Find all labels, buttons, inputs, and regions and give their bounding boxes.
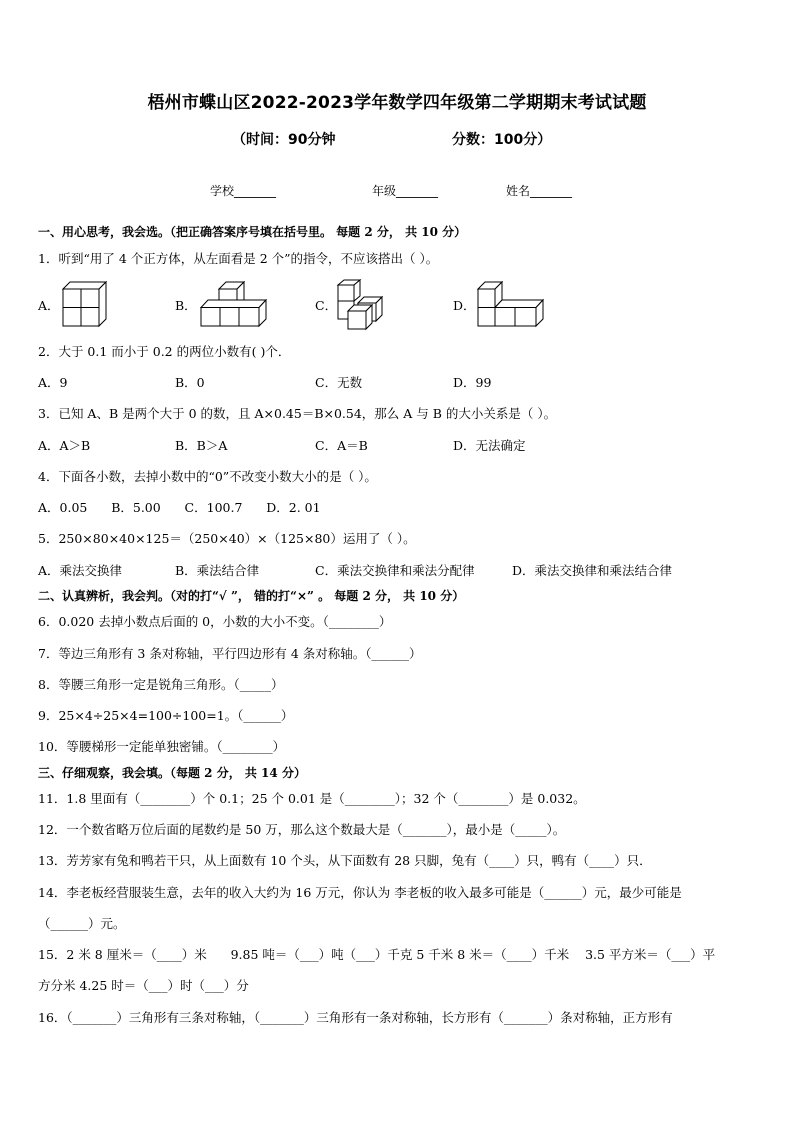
q15-line1: 15．2 米 8 厘米＝（____）米 9.85 吨＝（___）吨（___）千克 5 千米 8 米＝（____）千米 3.5 平方米＝（___）平 [38, 947, 716, 962]
q4-stem: 4．下面各小数，去掉小数中的“0”不改变小数大小的是（ ）。 [38, 469, 377, 484]
q1-option-d-label: D． [453, 298, 476, 313]
q5-option-d: D．乘法交换律和乘法结合律 [512, 563, 673, 578]
q2-stem: 2．大于 0.1 而小于 0.2 的两位小数有( )个． [38, 344, 291, 359]
q3-stem: 3．已知 A、B 是两个大于 0 的数，且 A×0.45＝B×0.54，那么 A 与 B 的大小关系是（ ）。 [38, 406, 557, 421]
score-info: 分数：100分） [452, 132, 552, 148]
q5-option-c: C．乘法交换律和乘法分配律 [315, 563, 475, 578]
q3-option-c: C．A＝B [315, 438, 368, 453]
q1-option-c-label: C． [315, 298, 338, 313]
q5-option-a: A．乘法交换律 [38, 563, 123, 578]
q8: 8．等腰三角形一定是锐角三角形。（_____） [38, 677, 284, 692]
q1-option-b-label: B． [175, 298, 197, 313]
q1-option-a-label: A． [38, 298, 60, 313]
q2-option-a: A．9 [38, 375, 68, 390]
q1-figure-b [198, 281, 270, 329]
name-field: 姓名_______ [506, 184, 573, 198]
q9: 9．25×4÷25×4=100÷100=1。（______） [38, 708, 294, 723]
q2-option-b: B．0 [175, 375, 205, 390]
q16: 16．（_______）三角形有三条对称轴，（_______）三角形有一条对称轴，长方形有（_______）条对称轴，正方形有 [38, 1010, 673, 1025]
q1-figure-c [336, 279, 388, 331]
q7: 7．等边三角形有 3 条对称轴，平行四边形有 4 条对称轴。（______） [38, 646, 422, 661]
q1-figure-a [60, 281, 110, 329]
q15-line2: 方分米 4.25 时＝（___）时（___）分 [38, 978, 249, 993]
section3-heading: 三、仔细观察，我会填。（每题 2 分， 共 14 分） [38, 766, 306, 780]
q14-line1: 14．李老板经营服装生意，去年的收入大约为 16 万元，你认为 李老板的收入最多可能是（______）元，最少可能是 [38, 885, 682, 900]
q2-option-d: D．99 [453, 375, 492, 390]
grade-field: 年级_______ [372, 184, 439, 198]
section1-heading: 一、用心思考，我会选。（把正确答案序号填在括号里。 每题 2 分， 共 10 分） [38, 225, 467, 239]
time-info: （时间：90分钟 [232, 132, 336, 148]
page-title: 梧州市蝶山区2022-2023学年数学四年级第二学期期末考试试题 [147, 93, 647, 113]
q12: 12．一个数省略万位后面的尾数约是 50 万，那么这个数最大是（_______），最小是（_____）。 [38, 822, 566, 837]
q14-line2: （______）元。 [38, 916, 126, 931]
q5-stem: 5．250×80×40×125＝（250×40）×（125×80）运用了（ ）。 [38, 531, 416, 546]
q11: 11．1.8 里面有（________）个 0.1；25 个 0.01 是（________）；32 个（________）是 0.032。 [38, 791, 586, 806]
q1-stem: 1．听到“用了 4 个正方体，从左面看是 2 个”的指令，不应该搭出（ ）。 [38, 251, 439, 266]
q3-option-a: A．A＞B [38, 438, 91, 453]
q4-options: A．0.05 B．5.00 C．100.7 D．2. 01 [38, 500, 321, 515]
section2-heading: 二、认真辨析，我会判。（对的打“√ ”， 错的打“×” 。 每题 2 分， 共 10 分） [38, 589, 465, 603]
school-field: 学校_______ [210, 184, 277, 198]
q3-option-d: D．无法确定 [453, 438, 526, 453]
q6: 6．0.020 去掉小数点后面的 0，小数的大小不变。（________） [38, 614, 392, 629]
q5-option-b: B．乘法结合律 [175, 563, 260, 578]
q2-option-c: C．无数 [315, 375, 363, 390]
q10: 10．等腰梯形一定能单独密铺。（________） [38, 739, 286, 754]
q13: 13．芳芳家有兔和鸭若干只，从上面数有 10 个头，从下面数有 28 只脚，兔有（____）只，鸭有（____）只． [38, 853, 652, 868]
q1-figure-d [475, 281, 547, 329]
q3-option-b: B．B＞A [175, 438, 228, 453]
